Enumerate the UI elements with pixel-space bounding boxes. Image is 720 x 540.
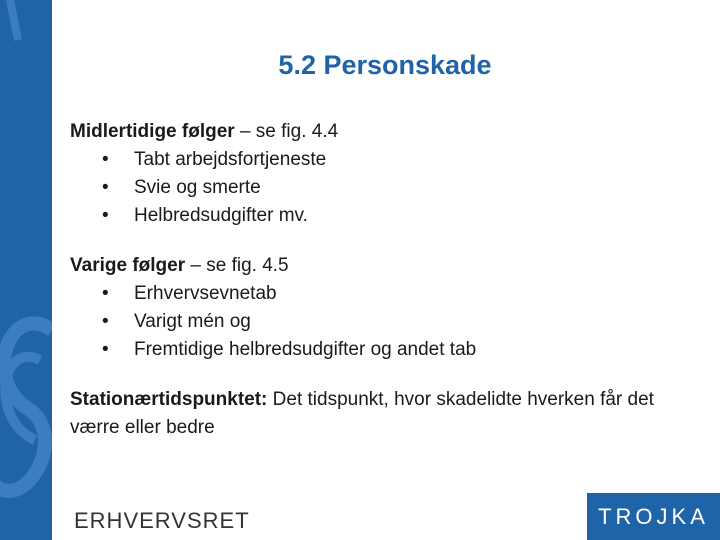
- decorative-sidebar: [0, 0, 52, 540]
- bullet-list: [70, 280, 670, 364]
- list-item: • Varigt mén og: [102, 311, 251, 332]
- slide-title: 5.2 Personskade: [278, 50, 492, 80]
- list-item: • Fremtidige helbredsudgifter og andet tab: [102, 339, 477, 360]
- footer-brand-left: ERHVERVSRET: [74, 508, 250, 533]
- list-item: • Helbredsudgifter mv.: [102, 205, 308, 226]
- section-temporary: [70, 118, 670, 230]
- definition-text: Stationærtidspunktet: Det tidspunkt, hvor skadelidte hverken får det værre eller bedre: [70, 389, 654, 438]
- section-heading: Midlertidige følger – se fig. 4.4: [70, 121, 339, 142]
- section-heading: Varige følger – se fig. 4.5: [70, 255, 289, 276]
- bullet-list: [70, 146, 670, 230]
- section-sign-icon: [0, 0, 52, 540]
- list-item: • Erhvervsevnetab: [102, 283, 277, 304]
- section-permanent: [70, 252, 670, 364]
- slide-content: [70, 118, 670, 442]
- footer-brand-right: TROJKA: [587, 493, 720, 540]
- list-item: • Svie og smerte: [102, 177, 261, 198]
- list-item: • Tabt arbejdsfortjeneste: [102, 149, 327, 170]
